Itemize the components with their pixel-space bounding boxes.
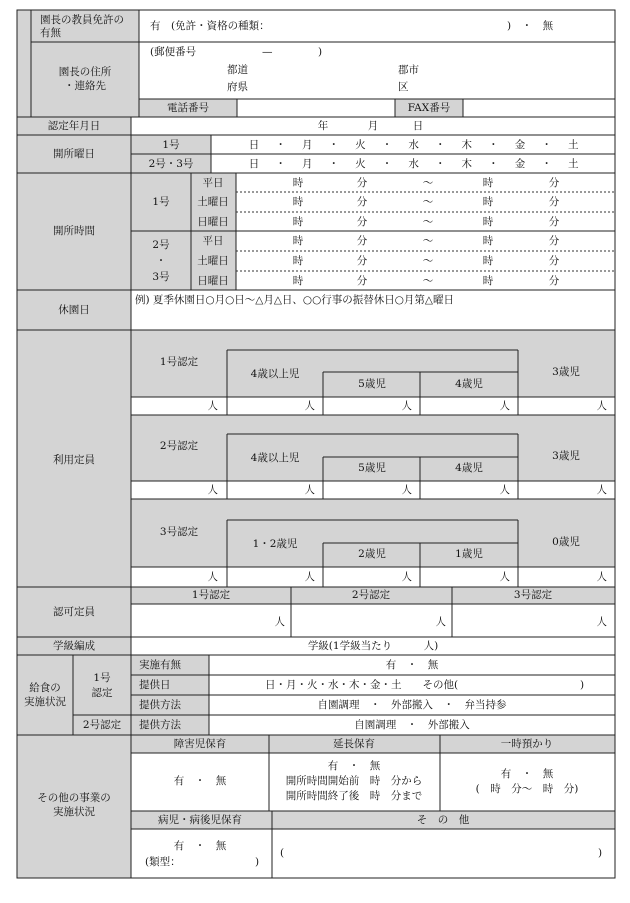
- hours-tilde: ～: [422, 177, 434, 189]
- open-day-7: ・: [434, 139, 446, 151]
- meals-r1-value: 有 ・ 無: [385, 659, 439, 671]
- phone-label: 電話番号: [167, 102, 209, 114]
- postal-label: (郵便番号: [150, 46, 197, 58]
- approved-label: 認可定員: [53, 606, 95, 618]
- hours-end-minute: 分: [548, 216, 560, 228]
- capacity-person-unit: 人: [207, 484, 218, 496]
- address-label-2: ・連絡先: [64, 80, 106, 92]
- hours-end-hour: 時: [482, 275, 494, 287]
- capacity-sub1: 5歳児: [358, 378, 386, 390]
- approved-col-header: 1号認定: [191, 589, 231, 601]
- hours-end-hour: 時: [482, 216, 494, 228]
- hours-row-label: 平日: [202, 177, 224, 189]
- capacity-person-unit: 人: [499, 484, 510, 496]
- meals-r4-label: 提供方法: [139, 719, 181, 731]
- approved-person-unit: 人: [596, 616, 607, 628]
- other-v3-1: 有 ・ 無: [500, 768, 554, 780]
- capacity-person-unit: 人: [596, 571, 607, 583]
- hours-start-hour: 時: [292, 216, 304, 228]
- open-days-row2-label: 2号・3号: [148, 158, 194, 170]
- hours-tilde: ～: [422, 196, 434, 208]
- meals-r1-label: 実施有無: [139, 659, 181, 671]
- hours-tilde: ～: [422, 275, 434, 287]
- meals-label-1: 給食の: [29, 682, 61, 694]
- capacity-last: 0歳児: [552, 536, 580, 548]
- open-day-11: ・: [541, 139, 552, 151]
- hours-row-label: 日曜日: [197, 275, 229, 287]
- other-v2-2: 開所時間開始前 時 分から: [285, 775, 423, 787]
- open-day-10: 金: [514, 139, 526, 151]
- cert-date-month: 月: [367, 120, 379, 132]
- license-value: 有 (免許・資格の種類：: [150, 20, 270, 32]
- capacity-last: 3歳児: [552, 450, 580, 462]
- open-day-7: ・: [434, 158, 446, 170]
- capacity-person-unit: 人: [401, 400, 412, 412]
- approved-person-unit: 人: [274, 616, 285, 628]
- cert-date-day: 日: [412, 120, 424, 132]
- hours-start-hour: 時: [292, 255, 304, 267]
- cert-date-year: 年: [317, 120, 329, 132]
- open-day-1: ・: [275, 158, 286, 170]
- open-day-3: ・: [328, 139, 340, 151]
- hours-end-hour: 時: [482, 196, 494, 208]
- hours-start-minute: 分: [356, 196, 368, 208]
- hours-start-hour: 時: [292, 196, 304, 208]
- postal-close: ): [318, 46, 323, 58]
- open-day-2: 月: [301, 158, 313, 170]
- hours-row-label: 平日: [202, 235, 224, 247]
- postal-dash: —: [262, 46, 273, 58]
- other-h1: 障害児保育: [173, 738, 227, 750]
- open-day-9: ・: [488, 139, 499, 151]
- hours-group-2b: ・: [155, 255, 167, 267]
- capacity-group: 1・2歳児: [252, 538, 298, 550]
- hours-end-hour: 時: [482, 177, 494, 189]
- capacity-block-title: 2号認定: [159, 440, 199, 452]
- open-day-5: ・: [381, 158, 393, 170]
- hours-end-minute: 分: [548, 235, 560, 247]
- cert-date-label: 認定年月日: [47, 120, 101, 132]
- holiday-example: 例) 夏季休園日○月○日～△月△日、○○行事の振替休日○月第△曜日: [135, 294, 454, 306]
- meals-label-2: 実施状況: [24, 696, 66, 708]
- prefecture-1: 都道: [227, 64, 248, 76]
- hours-start-minute: 分: [356, 177, 368, 189]
- other-label-1: その他の事業の: [37, 792, 111, 804]
- capacity-label: 利用定員: [53, 454, 95, 466]
- open-day-0: 日: [248, 139, 260, 151]
- hours-row-label: 土曜日: [197, 196, 229, 208]
- open-days-label: 開所曜日: [53, 148, 95, 160]
- hours-start-minute: 分: [356, 255, 368, 267]
- hours-group-1: 1号: [152, 196, 170, 208]
- open-day-5: ・: [381, 139, 393, 151]
- other-v4-1: 有 ・ 無: [173, 840, 227, 852]
- hours-start-hour: 時: [292, 177, 304, 189]
- open-day-3: ・: [328, 158, 340, 170]
- other-v5-close: ): [598, 847, 603, 859]
- hours-start-minute: 分: [356, 235, 368, 247]
- other-v2-3: 開所時間終了後 時 分まで: [285, 790, 423, 802]
- hours-tilde: ～: [422, 235, 434, 247]
- capacity-sub1: 2歳児: [358, 548, 386, 560]
- capacity-sub2: 4歳児: [455, 378, 483, 390]
- capacity-person-unit: 人: [596, 484, 607, 496]
- approved-person-unit: 人: [435, 616, 446, 628]
- other-label-2: 実施状況: [53, 806, 95, 818]
- other-h3: 一時預かり: [500, 738, 554, 750]
- open-days-row2: [249, 157, 579, 170]
- meals-group1-a: 1号: [93, 672, 111, 684]
- other-v5-open: (: [280, 847, 285, 859]
- other-v1: 有 ・ 無: [173, 775, 227, 787]
- open-day-6: 水: [408, 139, 419, 151]
- hours-end-hour: 時: [482, 235, 494, 247]
- meals-r2-close: ): [580, 679, 585, 691]
- open-day-11: ・: [541, 158, 552, 170]
- meals-r2-value: 日・月・火・水・木・金・土 その他(: [265, 679, 459, 691]
- open-day-12: 土: [567, 139, 579, 151]
- capacity-person-unit: 人: [207, 571, 218, 583]
- hours-group-2c: 3号: [152, 271, 170, 283]
- class-label: 学級編成: [53, 640, 95, 652]
- capacity-person-unit: 人: [499, 400, 510, 412]
- capacity-person-unit: 人: [596, 400, 607, 412]
- other-h4: 病児・病後児保育: [158, 814, 242, 826]
- capacity-person-unit: 人: [401, 484, 412, 496]
- hours-end-minute: 分: [548, 255, 560, 267]
- other-v2-1: 有 ・ 無: [327, 760, 381, 772]
- hours-row-label: 日曜日: [197, 216, 229, 228]
- license-close: ) ・ 無: [507, 20, 554, 32]
- hours-end-hour: 時: [482, 255, 494, 267]
- capacity-sub1: 5歳児: [358, 462, 386, 474]
- open-day-4: 火: [355, 139, 366, 151]
- address-label-1: 園長の住所: [58, 66, 112, 78]
- meals-group2: 2号認定: [82, 719, 122, 731]
- hours-end-minute: 分: [548, 196, 560, 208]
- license-label-2: 有無: [40, 27, 61, 39]
- capacity-person-unit: 人: [401, 571, 412, 583]
- fax-label: FAX番号: [407, 102, 451, 114]
- open-day-4: 火: [355, 158, 366, 170]
- hours-start-hour: 時: [292, 235, 304, 247]
- approved-col-header: 2号認定: [351, 589, 391, 601]
- other-h2: 延長保育: [333, 738, 375, 750]
- capacity-block-title: 1号認定: [159, 356, 199, 368]
- license-label-1: 園長の教員免許の: [40, 14, 124, 26]
- open-day-12: 土: [567, 158, 579, 170]
- meals-r3-value: 自園調理 ・ 外部搬入 ・ 弁当持参: [317, 699, 507, 711]
- open-days-row1-label: 1号: [162, 139, 180, 151]
- open-day-2: 月: [301, 139, 313, 151]
- class-value: 学級(1学級当たり 人): [307, 640, 439, 652]
- meals-group1-b: 認定: [91, 687, 113, 699]
- capacity-person-unit: 人: [207, 400, 218, 412]
- other-h5: そ の 他: [416, 814, 470, 826]
- open-day-8: 木: [461, 139, 473, 151]
- capacity-person-unit: 人: [304, 484, 315, 496]
- hours-end-minute: 分: [548, 177, 560, 189]
- meals-r4-value: 自園調理 ・ 外部搬入: [354, 719, 470, 731]
- other-v3-2: ( 時 分～ 時 分): [475, 783, 579, 795]
- hours-end-minute: 分: [548, 275, 560, 287]
- capacity-block-title: 3号認定: [159, 526, 199, 538]
- hours-tilde: ～: [422, 216, 434, 228]
- capacity-person-unit: 人: [304, 571, 315, 583]
- other-v4-2: (類型：: [145, 856, 181, 868]
- other-v4-close: ): [255, 856, 260, 868]
- city-2: 区: [398, 81, 409, 93]
- open-day-1: ・: [275, 139, 286, 151]
- capacity-person-unit: 人: [499, 571, 510, 583]
- approved-col-header: 3号認定: [513, 589, 553, 601]
- prefecture-2: 府県: [227, 81, 248, 93]
- hours-start-minute: 分: [356, 275, 368, 287]
- open-day-10: 金: [514, 158, 526, 170]
- capacity-person-unit: 人: [304, 400, 315, 412]
- hours-tilde: ～: [422, 255, 434, 267]
- capacity-last: 3歳児: [552, 366, 580, 378]
- city-1: 郡市: [398, 64, 419, 76]
- open-day-0: 日: [248, 158, 260, 170]
- hours-group-2a: 2号: [152, 239, 170, 251]
- open-day-9: ・: [488, 158, 499, 170]
- open-hours-label: 開所時間: [53, 225, 95, 237]
- open-day-6: 水: [408, 158, 419, 170]
- capacity-group: 4歳以上児: [250, 452, 300, 464]
- capacity-sub2: 4歳児: [455, 462, 483, 474]
- capacity-group: 4歳以上児: [250, 368, 300, 380]
- hours-row-label: 土曜日: [197, 255, 229, 267]
- hours-start-minute: 分: [356, 216, 368, 228]
- meals-r3-label: 提供方法: [139, 699, 181, 711]
- open-day-8: 木: [461, 158, 473, 170]
- holiday-label: 休園日: [58, 304, 90, 316]
- open-days-row1: [249, 138, 579, 151]
- capacity-sub2: 1歳児: [455, 548, 483, 560]
- hours-start-hour: 時: [292, 275, 304, 287]
- meals-r2-label: 提供日: [139, 679, 171, 691]
